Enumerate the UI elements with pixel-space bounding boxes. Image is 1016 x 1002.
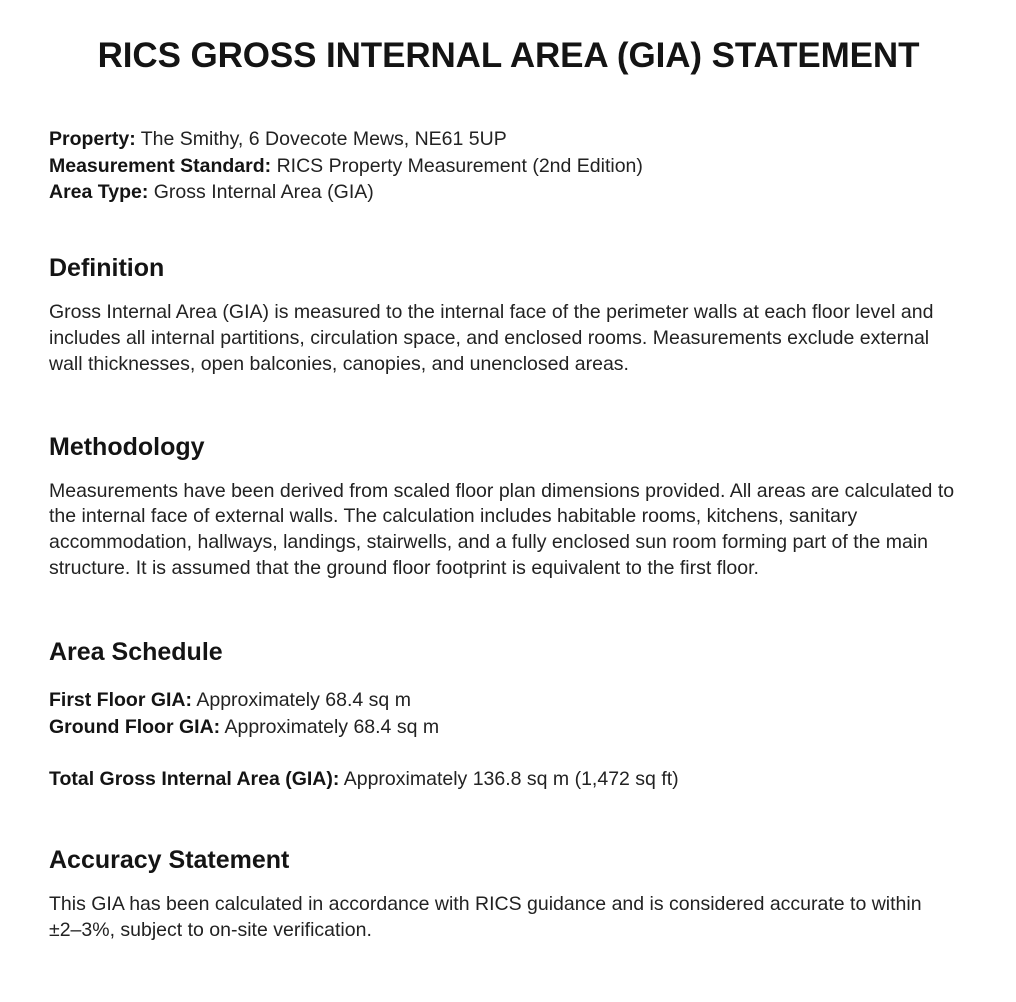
ground-floor-value: Approximately 68.4 sq m [224,715,440,738]
total-gia-row [49,768,968,791]
list-item [49,714,968,741]
section-definition [49,253,968,378]
accuracy-heading: Accuracy Statement [49,846,290,875]
property-details [49,126,968,206]
methodology-heading: Methodology [49,432,205,461]
area-schedule-list [49,687,968,740]
section-area-schedule [49,637,968,791]
measurement-standard-row [49,153,968,180]
property-value: The Smithy, 6 Dovecote Mews, NE61 5UP [140,128,507,151]
first-floor-label: First Floor GIA: [49,689,192,712]
ground-floor-label: Ground Floor GIA: [49,715,221,738]
page-title: RICS GROSS INTERNAL AREA (GIA) STATEMENT [97,36,920,75]
total-gia-label: Total Gross Internal Area (GIA): [49,768,340,791]
definition-text: Gross Internal Area (GIA) is measured to the internal face of the perimeter walls at each floor level and includes all internal partitions, circulation space, and enclosed rooms. Measurements exclude external wall thicknesses, open balconies, canopies, and unenclosed areas. [49,300,934,375]
property-label: Property: [49,128,136,151]
area-schedule-heading: Area Schedule [49,638,223,667]
first-floor-value: Approximately 68.4 sq m [196,689,411,712]
area-type-row [49,179,968,206]
section-accuracy-statement [49,845,968,944]
list-item [49,687,968,714]
section-methodology [49,432,968,583]
measurement-standard-value: RICS Property Measurement (2nd Edition) [276,154,643,177]
accuracy-text: This GIA has been calculated in accordance with RICS guidance and is considered accurate to within ±2–3%, subject to on-site verification. [49,893,922,942]
measurement-standard-label: Measurement Standard: [49,154,272,177]
definition-heading: Definition [49,253,165,282]
area-type-label: Area Type: [49,181,149,204]
area-type-value: Gross Internal Area (GIA) [153,181,374,204]
total-gia-value: Approximately 136.8 sq m (1,472 sq ft) [343,768,679,791]
property-row [49,126,968,153]
methodology-text: Measurements have been derived from scaled floor plan dimensions provided. All areas are calculated to the internal face of external walls. The calculation includes habitable rooms, kitchens, sanitary accommodation, hallways, landings, stairwells, and a fully enclosed sun room forming part of the main structure. It is assumed that the ground floor footprint is equivalent to the first floor. [49,479,955,580]
